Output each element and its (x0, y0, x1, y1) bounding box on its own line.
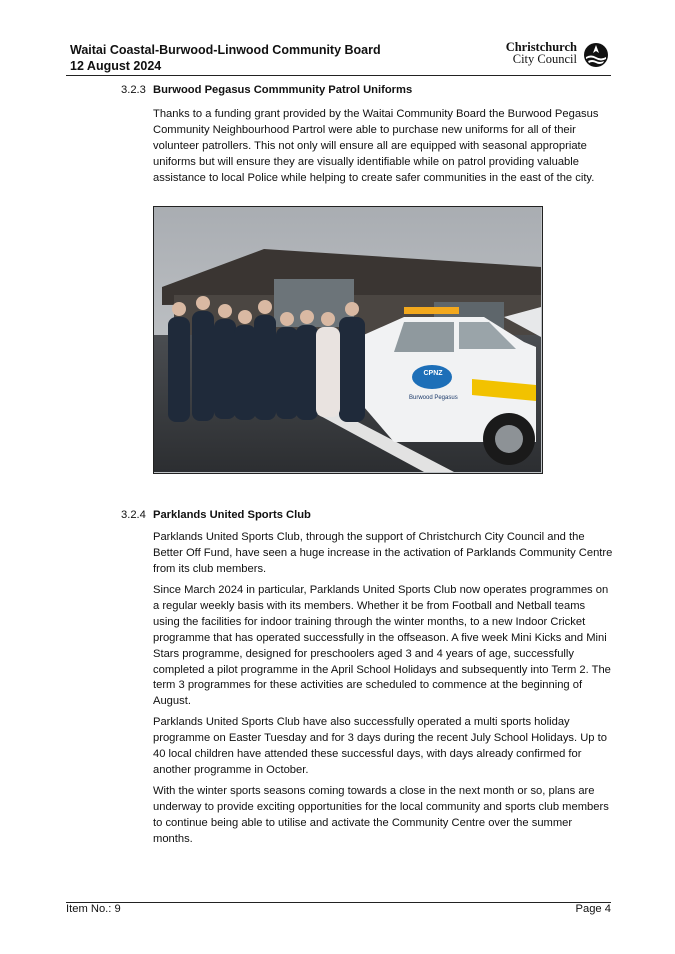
page-number: Page 4 (575, 903, 611, 915)
header-title: Waitai Coastal-Burwood-Linwood Community Board (70, 43, 381, 57)
paragraph: Parklands United Sports Club, through the support of Christchurch City Council and the Better Off Fund, have seen a huge increase in the activation of Parklands Community Centre from its club members. (153, 531, 613, 575)
council-logo (497, 41, 609, 69)
vehicle-text: Burwood Pegasus (409, 395, 458, 401)
item-number: Item No.: 9 (66, 903, 121, 915)
section-number: 3.2.3 (121, 84, 146, 96)
paragraph: Thanks to a funding grant provided by the Waitai Community Board the Burwood Pegasus Community Neighbourhood Partrol were able to purchase new uniforms for all of their volunteer patrollers. This not only will ensure all are equipped with seasonal appropriate uniforms but will ensure they are visually identifiable while on patrol providing valuable assistance to local Police while helping to create safer communities in the east of the city. (153, 108, 599, 184)
patrol-group-photo (153, 206, 543, 474)
header-divider (66, 75, 611, 76)
paragraph: With the winter sports seasons coming towards a close in the next month or so, plans are underway to provide exciting opportunities for the local community and sports club members to continue being able to utilise and activate the Community Centre over the summer months. (153, 785, 609, 845)
council-emblem-icon (583, 42, 609, 68)
section-title: Parklands United Sports Club (153, 509, 311, 521)
paragraph: Since March 2024 in particular, Parklands United Sports Club now operates programmes on a regular weekly basis with its members. Whether it be from Football and Netball teams using the facilities for indoor training through the winter months, to a new Indoor Cricket programme that has operated successfully in the offseason. A five week Mini Kicks and Mini Stars programme, designed for preschoolers aged 3 and 4 years of age, successfully completed a pilot programme in the April School Holidays and subsequently into Term 2. The term 3 programmes for these activities are scheduled to commence at the beginning of August. (153, 584, 611, 708)
paragraph: Parklands United Sports Club have also successfully operated a multi sports holiday programme on Easter Tuesday and for 3 days during the recent July School Holidays. Up to 40 local children have attended these successful days, with days already confirmed for another programme in October. (153, 716, 607, 776)
logo-line-2: City Council (512, 52, 577, 66)
header-date: 12 August 2024 (70, 59, 162, 73)
section-title: Burwood Pegasus Commmunity Patrol Uniforms (153, 84, 413, 96)
photo-illustration (154, 207, 541, 472)
vehicle-badge: CPNZ (423, 370, 443, 377)
logo-line-1: Christchurch (505, 40, 577, 54)
section-number: 3.2.4 (121, 509, 146, 521)
footer-divider (66, 902, 611, 903)
